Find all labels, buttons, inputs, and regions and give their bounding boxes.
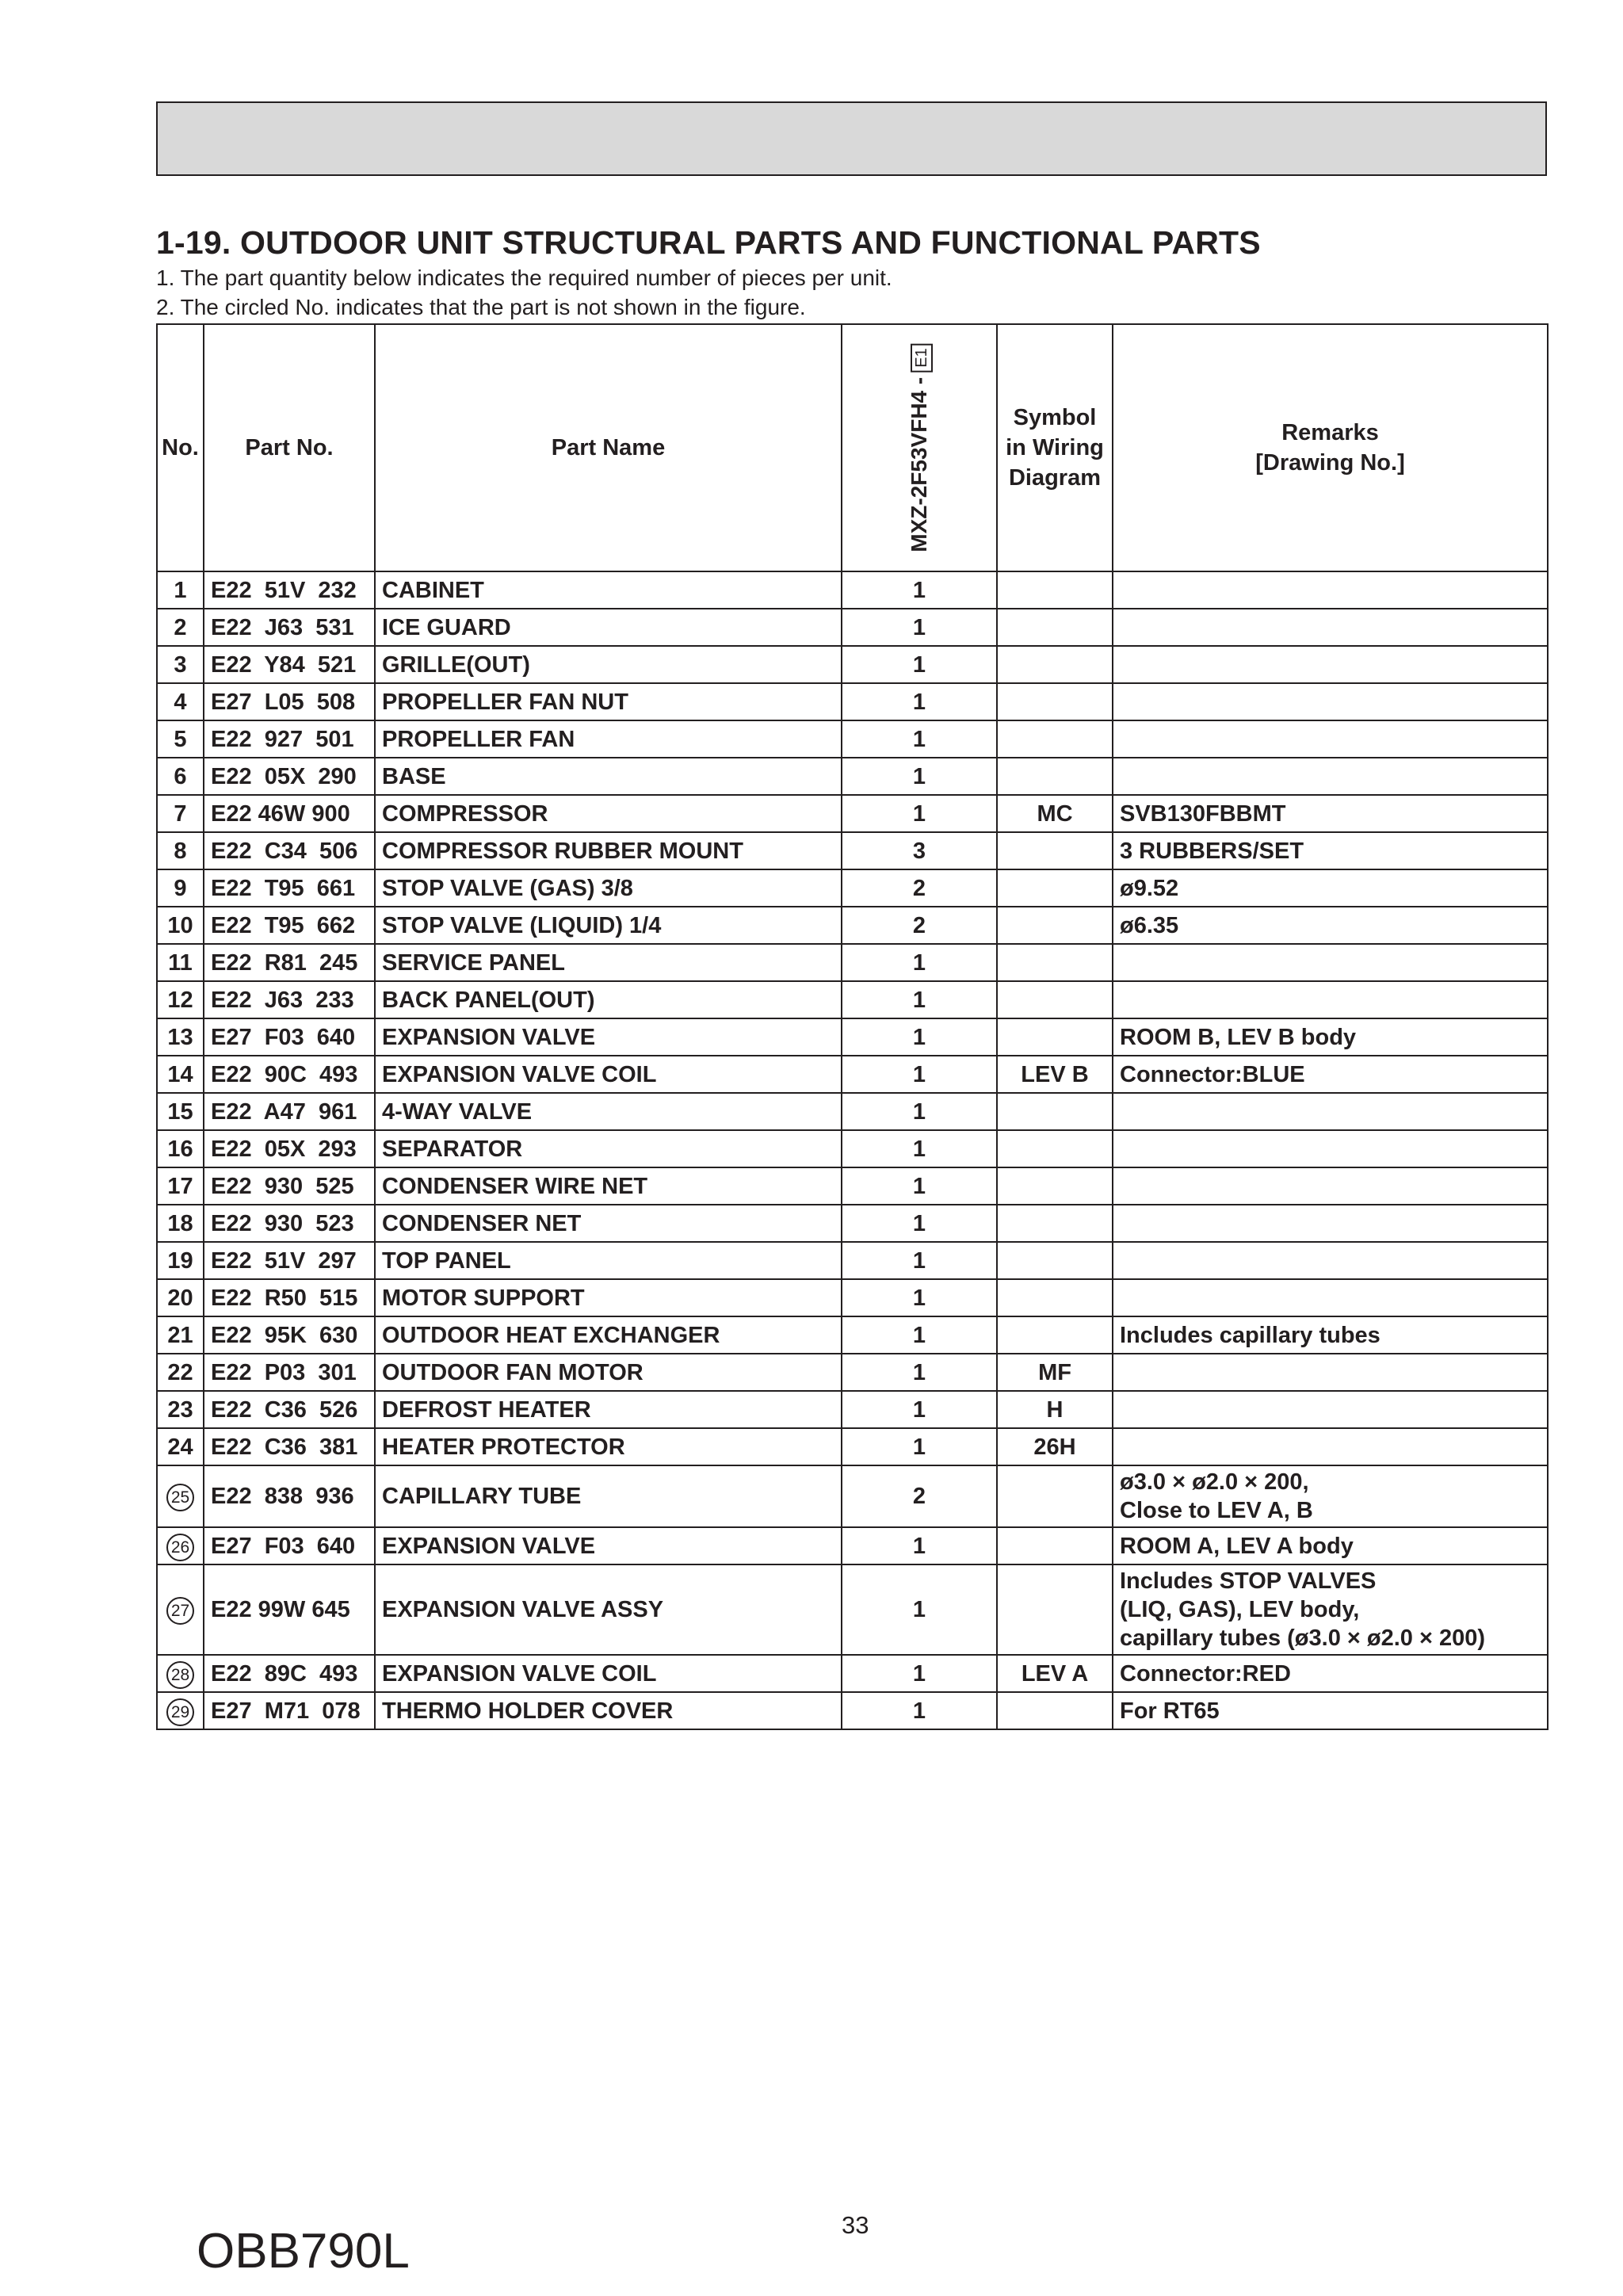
cell-wiring-symbol bbox=[997, 832, 1113, 869]
cell-wiring-symbol bbox=[997, 1205, 1113, 1242]
header-symbol bbox=[997, 324, 1113, 571]
cell-part-name: PROPELLER FAN bbox=[375, 720, 842, 758]
cell-remarks bbox=[1113, 758, 1548, 795]
cell-quantity: 1 bbox=[842, 1018, 997, 1056]
cell-part-no: E22 C36 381 bbox=[204, 1428, 375, 1465]
cell-no: 13 bbox=[157, 1018, 204, 1056]
cell-wiring-symbol: MC bbox=[997, 795, 1113, 832]
circled-number: 25 bbox=[166, 1484, 194, 1511]
cell-wiring-symbol bbox=[997, 1465, 1113, 1527]
cell-part-no: E22 90C 493 bbox=[204, 1056, 375, 1093]
cell-wiring-symbol: LEV B bbox=[997, 1056, 1113, 1093]
header-part-name: Part Name bbox=[375, 324, 842, 571]
cell-quantity: 1 bbox=[842, 1093, 997, 1130]
cell-wiring-symbol bbox=[997, 1242, 1113, 1279]
cell-no bbox=[157, 1564, 204, 1655]
cell-part-no: E27 L05 508 bbox=[204, 683, 375, 720]
table-row bbox=[157, 1692, 1548, 1729]
cell-remarks: ROOM B, LEV B body bbox=[1113, 1018, 1548, 1056]
table-row bbox=[157, 1564, 1548, 1655]
table-row bbox=[157, 1279, 1548, 1316]
cell-remarks: Connector:RED bbox=[1113, 1655, 1548, 1692]
cell-quantity: 1 bbox=[842, 1167, 997, 1205]
cell-quantity: 1 bbox=[842, 1354, 997, 1391]
cell-no bbox=[157, 1655, 204, 1692]
cell-wiring-symbol: MF bbox=[997, 1354, 1113, 1391]
cell-no bbox=[157, 1465, 204, 1527]
cell-part-no: E22 51V 232 bbox=[204, 571, 375, 609]
cell-part-name: EXPANSION VALVE COIL bbox=[375, 1655, 842, 1692]
cell-part-name: OUTDOOR HEAT EXCHANGER bbox=[375, 1316, 842, 1354]
cell-part-name: DEFROST HEATER bbox=[375, 1391, 842, 1428]
cell-part-name: SERVICE PANEL bbox=[375, 944, 842, 981]
cell-part-no: E22 05X 293 bbox=[204, 1130, 375, 1167]
cell-wiring-symbol: 26H bbox=[997, 1428, 1113, 1465]
cell-remarks bbox=[1113, 1428, 1548, 1465]
cell-quantity: 1 bbox=[842, 1428, 997, 1465]
note-quantity: 1. The part quantity below indicates the required number of pieces per unit. bbox=[156, 266, 892, 290]
table-row bbox=[157, 907, 1548, 944]
cell-quantity: 1 bbox=[842, 1205, 997, 1242]
parts-table-body bbox=[157, 571, 1548, 1729]
cell-wiring-symbol bbox=[997, 869, 1113, 907]
cell-wiring-symbol bbox=[997, 1167, 1113, 1205]
cell-no bbox=[157, 1692, 204, 1729]
cell-no: 7 bbox=[157, 795, 204, 832]
table-row bbox=[157, 1167, 1548, 1205]
cell-remarks bbox=[1113, 609, 1548, 646]
cell-remarks: ø3.0 × ø2.0 × 200, Close to LEV A, B bbox=[1113, 1465, 1548, 1527]
cell-quantity: 1 bbox=[842, 1655, 997, 1692]
cell-no: 12 bbox=[157, 981, 204, 1018]
cell-quantity: 2 bbox=[842, 1465, 997, 1527]
cell-no bbox=[157, 1527, 204, 1564]
cell-part-no: E22 95K 630 bbox=[204, 1316, 375, 1354]
table-row bbox=[157, 1093, 1548, 1130]
cell-no: 18 bbox=[157, 1205, 204, 1242]
table-row bbox=[157, 1056, 1548, 1093]
parts-table bbox=[156, 323, 1549, 1730]
table-row bbox=[157, 646, 1548, 683]
cell-wiring-symbol: LEV A bbox=[997, 1655, 1113, 1692]
cell-part-name: PROPELLER FAN NUT bbox=[375, 683, 842, 720]
cell-quantity: 1 bbox=[842, 758, 997, 795]
cell-remarks bbox=[1113, 1130, 1548, 1167]
cell-no: 20 bbox=[157, 1279, 204, 1316]
cell-part-no: E22 T95 661 bbox=[204, 869, 375, 907]
cell-quantity: 1 bbox=[842, 1692, 997, 1729]
cell-quantity: 1 bbox=[842, 981, 997, 1018]
cell-quantity: 1 bbox=[842, 720, 997, 758]
table-row bbox=[157, 1130, 1548, 1167]
cell-part-name: OUTDOOR FAN MOTOR bbox=[375, 1354, 842, 1391]
cell-remarks bbox=[1113, 944, 1548, 981]
cell-no: 21 bbox=[157, 1316, 204, 1354]
cell-quantity: 1 bbox=[842, 1130, 997, 1167]
cell-remarks: ø6.35 bbox=[1113, 907, 1548, 944]
cell-remarks: Includes capillary tubes bbox=[1113, 1316, 1548, 1354]
cell-part-no: E27 F03 640 bbox=[204, 1527, 375, 1564]
cell-remarks bbox=[1113, 571, 1548, 609]
cell-part-no: E22 J63 531 bbox=[204, 609, 375, 646]
cell-wiring-symbol bbox=[997, 1093, 1113, 1130]
cell-quantity: 1 bbox=[842, 1279, 997, 1316]
cell-no: 19 bbox=[157, 1242, 204, 1279]
cell-remarks: 3 RUBBERS/SET bbox=[1113, 832, 1548, 869]
cell-part-no: E22 930 525 bbox=[204, 1167, 375, 1205]
cell-part-name: BASE bbox=[375, 758, 842, 795]
circled-number: 26 bbox=[166, 1534, 194, 1561]
cell-part-no: E27 F03 640 bbox=[204, 1018, 375, 1056]
cell-part-name: COMPRESSOR RUBBER MOUNT bbox=[375, 832, 842, 869]
cell-part-name: CONDENSER NET bbox=[375, 1205, 842, 1242]
table-row bbox=[157, 1205, 1548, 1242]
cell-quantity: 2 bbox=[842, 869, 997, 907]
cell-part-name: ICE GUARD bbox=[375, 609, 842, 646]
cell-part-name: THERMO HOLDER COVER bbox=[375, 1692, 842, 1729]
header-model-suffix: E1 bbox=[911, 343, 933, 372]
table-row bbox=[157, 832, 1548, 869]
cell-wiring-symbol bbox=[997, 1279, 1113, 1316]
cell-part-no: E22 Y84 521 bbox=[204, 646, 375, 683]
cell-no: 5 bbox=[157, 720, 204, 758]
cell-quantity: 1 bbox=[842, 1564, 997, 1655]
table-row bbox=[157, 869, 1548, 907]
cell-no: 23 bbox=[157, 1391, 204, 1428]
cell-remarks bbox=[1113, 981, 1548, 1018]
cell-part-no: E22 05X 290 bbox=[204, 758, 375, 795]
cell-part-name: GRILLE(OUT) bbox=[375, 646, 842, 683]
cell-part-name: MOTOR SUPPORT bbox=[375, 1279, 842, 1316]
cell-wiring-symbol bbox=[997, 683, 1113, 720]
cell-quantity: 1 bbox=[842, 646, 997, 683]
table-row bbox=[157, 1527, 1548, 1564]
cell-no: 10 bbox=[157, 907, 204, 944]
cell-no: 15 bbox=[157, 1093, 204, 1130]
cell-part-name: STOP VALVE (GAS) 3/8 bbox=[375, 869, 842, 907]
cell-part-no: E22 R50 515 bbox=[204, 1279, 375, 1316]
table-row bbox=[157, 571, 1548, 609]
cell-wiring-symbol bbox=[997, 571, 1113, 609]
cell-quantity: 1 bbox=[842, 1391, 997, 1428]
cell-quantity: 3 bbox=[842, 832, 997, 869]
table-row bbox=[157, 609, 1548, 646]
cell-wiring-symbol bbox=[997, 1130, 1113, 1167]
cell-part-no: E22 P03 301 bbox=[204, 1354, 375, 1391]
cell-remarks: Connector:BLUE bbox=[1113, 1056, 1548, 1093]
table-row bbox=[157, 1354, 1548, 1391]
table-row bbox=[157, 944, 1548, 981]
cell-no: 6 bbox=[157, 758, 204, 795]
cell-quantity: 1 bbox=[842, 609, 997, 646]
cell-no: 4 bbox=[157, 683, 204, 720]
cell-part-name: STOP VALVE (LIQUID) 1/4 bbox=[375, 907, 842, 944]
table-row bbox=[157, 1391, 1548, 1428]
table-row bbox=[157, 1655, 1548, 1692]
cell-remarks: ROOM A, LEV A body bbox=[1113, 1527, 1548, 1564]
cell-no: 2 bbox=[157, 609, 204, 646]
cell-part-no: E22 89C 493 bbox=[204, 1655, 375, 1692]
cell-part-name: CAPILLARY TUBE bbox=[375, 1465, 842, 1527]
cell-remarks bbox=[1113, 720, 1548, 758]
cell-wiring-symbol bbox=[997, 758, 1113, 795]
cell-remarks: Includes STOP VALVES (LIQ, GAS), LEV body, capillary tubes (ø3.0 × ø2.0 × 200) bbox=[1113, 1564, 1548, 1655]
cell-wiring-symbol bbox=[997, 646, 1113, 683]
table-row bbox=[157, 795, 1548, 832]
cell-part-no: E22 927 501 bbox=[204, 720, 375, 758]
cell-part-name: CABINET bbox=[375, 571, 842, 609]
header-no: No. bbox=[157, 324, 204, 571]
header-part-no: Part No. bbox=[204, 324, 375, 571]
header-model-name: MXZ-2F53VFH4 - bbox=[907, 376, 931, 552]
cell-remarks bbox=[1113, 1279, 1548, 1316]
cell-wiring-symbol: H bbox=[997, 1391, 1113, 1428]
section-title: 1-19. OUTDOOR UNIT STRUCTURAL PARTS AND FUNCTIONAL PARTS bbox=[156, 224, 1261, 261]
cell-part-no: E22 A47 961 bbox=[204, 1093, 375, 1130]
cell-part-no: E27 M71 078 bbox=[204, 1692, 375, 1729]
cell-remarks bbox=[1113, 683, 1548, 720]
cell-wiring-symbol bbox=[997, 907, 1113, 944]
document-id: OBB790L bbox=[197, 2224, 410, 2279]
cell-wiring-symbol bbox=[997, 1316, 1113, 1354]
cell-no: 11 bbox=[157, 944, 204, 981]
cell-quantity: 1 bbox=[842, 1056, 997, 1093]
cell-quantity: 1 bbox=[842, 795, 997, 832]
cell-part-name: CONDENSER WIRE NET bbox=[375, 1167, 842, 1205]
cell-remarks: For RT65 bbox=[1113, 1692, 1548, 1729]
table-row bbox=[157, 981, 1548, 1018]
cell-no: 8 bbox=[157, 832, 204, 869]
header-remarks bbox=[1113, 324, 1548, 571]
table-row bbox=[157, 1465, 1548, 1527]
cell-part-no: E22 99W 645 bbox=[204, 1564, 375, 1655]
cell-part-no: E22 930 523 bbox=[204, 1205, 375, 1242]
table-row bbox=[157, 1242, 1548, 1279]
cell-part-name: COMPRESSOR bbox=[375, 795, 842, 832]
cell-no: 16 bbox=[157, 1130, 204, 1167]
cell-wiring-symbol bbox=[997, 720, 1113, 758]
cell-no: 17 bbox=[157, 1167, 204, 1205]
table-row bbox=[157, 1316, 1548, 1354]
cell-part-name: EXPANSION VALVE COIL bbox=[375, 1056, 842, 1093]
cell-remarks bbox=[1113, 1093, 1548, 1130]
table-row bbox=[157, 1428, 1548, 1465]
table-row bbox=[157, 1018, 1548, 1056]
cell-part-name: SEPARATOR bbox=[375, 1130, 842, 1167]
cell-part-no: E22 51V 297 bbox=[204, 1242, 375, 1279]
cell-wiring-symbol bbox=[997, 1692, 1113, 1729]
cell-remarks: ø9.52 bbox=[1113, 869, 1548, 907]
cell-remarks bbox=[1113, 1242, 1548, 1279]
table-header-row bbox=[157, 324, 1548, 571]
cell-remarks bbox=[1113, 1167, 1548, 1205]
table-row bbox=[157, 720, 1548, 758]
cell-no: 24 bbox=[157, 1428, 204, 1465]
page-number: 33 bbox=[842, 2211, 869, 2239]
header-remarks-text: Remarks [Drawing No.] bbox=[1255, 420, 1405, 476]
table-row bbox=[157, 683, 1548, 720]
cell-part-no: E22 46W 900 bbox=[204, 795, 375, 832]
cell-part-name: 4-WAY VALVE bbox=[375, 1093, 842, 1130]
cell-part-name: HEATER PROTECTOR bbox=[375, 1428, 842, 1465]
cell-quantity: 1 bbox=[842, 1242, 997, 1279]
cell-wiring-symbol bbox=[997, 609, 1113, 646]
cell-quantity: 1 bbox=[842, 944, 997, 981]
cell-part-no: E22 R81 245 bbox=[204, 944, 375, 981]
cell-part-name: EXPANSION VALVE ASSY bbox=[375, 1564, 842, 1655]
cell-wiring-symbol bbox=[997, 981, 1113, 1018]
cell-wiring-symbol bbox=[997, 1018, 1113, 1056]
cell-part-name: BACK PANEL(OUT) bbox=[375, 981, 842, 1018]
cell-wiring-symbol bbox=[997, 1527, 1113, 1564]
cell-no: 1 bbox=[157, 571, 204, 609]
header-model bbox=[842, 324, 997, 571]
table-row bbox=[157, 758, 1548, 795]
cell-remarks bbox=[1113, 1205, 1548, 1242]
cell-no: 3 bbox=[157, 646, 204, 683]
header-bar bbox=[156, 101, 1547, 176]
cell-remarks bbox=[1113, 646, 1548, 683]
cell-quantity: 2 bbox=[842, 907, 997, 944]
cell-quantity: 1 bbox=[842, 1316, 997, 1354]
cell-quantity: 1 bbox=[842, 683, 997, 720]
cell-part-no: E22 C34 506 bbox=[204, 832, 375, 869]
cell-remarks bbox=[1113, 1391, 1548, 1428]
note-circled: 2. The circled No. indicates that the part is not shown in the figure. bbox=[156, 295, 806, 319]
header-symbol-text: Symbol in Wiring Diagram bbox=[1006, 405, 1104, 491]
cell-part-name: EXPANSION VALVE bbox=[375, 1018, 842, 1056]
cell-part-no: E22 T95 662 bbox=[204, 907, 375, 944]
cell-part-no: E22 838 936 bbox=[204, 1465, 375, 1527]
circled-number: 28 bbox=[166, 1661, 194, 1689]
circled-number: 29 bbox=[166, 1698, 194, 1726]
cell-wiring-symbol bbox=[997, 944, 1113, 981]
cell-part-no: E22 J63 233 bbox=[204, 981, 375, 1018]
cell-no: 22 bbox=[157, 1354, 204, 1391]
cell-part-name: EXPANSION VALVE bbox=[375, 1527, 842, 1564]
cell-remarks: SVB130FBBMT bbox=[1113, 795, 1548, 832]
cell-part-name: TOP PANEL bbox=[375, 1242, 842, 1279]
cell-no: 14 bbox=[157, 1056, 204, 1093]
cell-part-no: E22 C36 526 bbox=[204, 1391, 375, 1428]
cell-quantity: 1 bbox=[842, 571, 997, 609]
cell-no: 9 bbox=[157, 869, 204, 907]
cell-quantity: 1 bbox=[842, 1527, 997, 1564]
cell-wiring-symbol bbox=[997, 1564, 1113, 1655]
circled-number: 27 bbox=[166, 1597, 194, 1625]
cell-remarks bbox=[1113, 1354, 1548, 1391]
